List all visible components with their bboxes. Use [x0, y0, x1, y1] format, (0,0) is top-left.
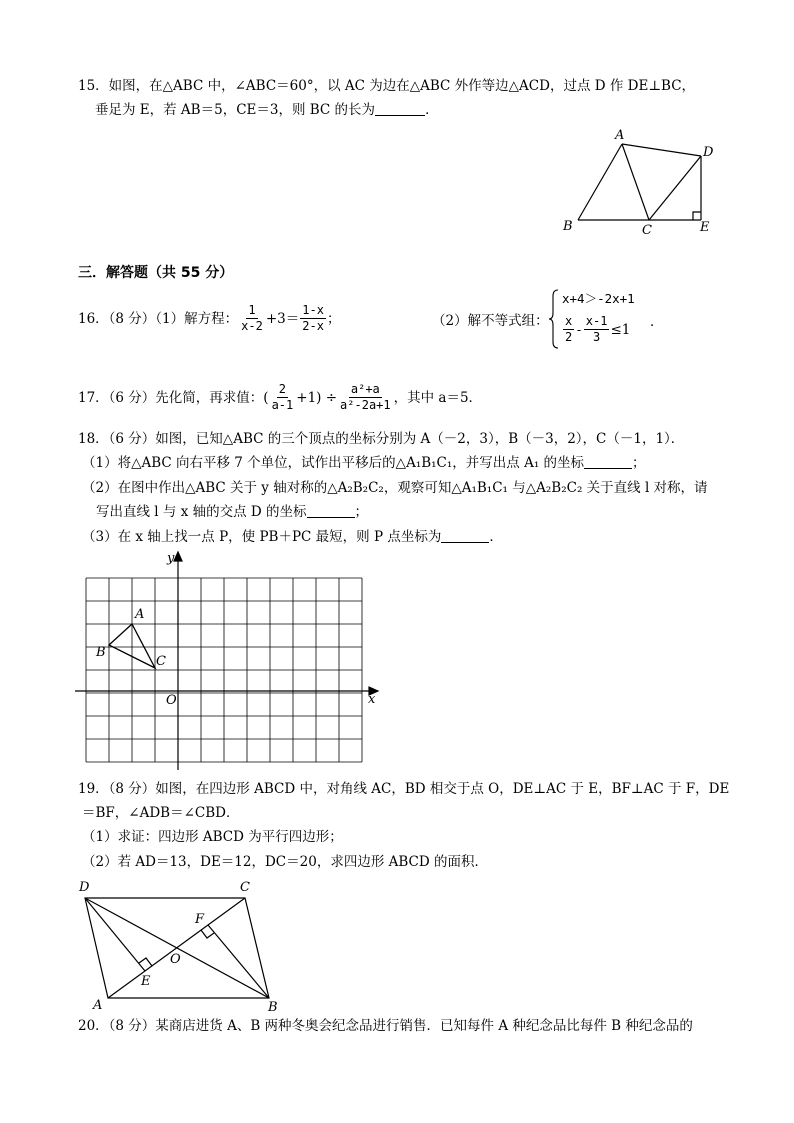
q17-f2-num: a²+a	[350, 382, 380, 396]
q18-label-x: x	[368, 692, 376, 707]
q19-part1: （1）求证：四边形 ABCD 为平行四边形；	[82, 829, 343, 845]
q16-inequality-1: x+4＞-2x+1	[562, 291, 635, 306]
q18-part2-end: ；	[354, 504, 369, 520]
q17-plus1: +1) ÷	[296, 389, 338, 406]
q18-y-axis-arrow	[174, 552, 182, 561]
q19-right-angle-f	[201, 930, 214, 938]
q18-part1-text: （1）将△ABC 向右平移 7 个单位，试作出平移后的△A₁B₁C₁，并写出点 A₁ 的坐标	[82, 455, 585, 471]
q16-plus3: +3＝	[265, 310, 300, 327]
q15-seg-cd	[649, 156, 701, 220]
q16-prefix: 16．（8 分）（1）解方程：	[78, 310, 239, 327]
q19-right-angle-e	[139, 958, 152, 966]
q16-part1	[78, 303, 340, 334]
section3-title: 三．解答题（共 55 分）	[78, 265, 234, 281]
q20-line1: 20．（8 分）某商店进货 A、B 两种冬奥会纪念品进行销售．已知每件 A 种纪念品比每件 B 种纪念品的	[78, 1018, 693, 1034]
q15-label-b: B	[563, 219, 573, 234]
q19-label-c: C	[240, 880, 250, 895]
q18-part3-blank	[441, 528, 489, 543]
q16-fraction-2	[300, 303, 326, 334]
q19-label-o: O	[170, 952, 181, 967]
q16-ineq2-fraction-2	[584, 314, 610, 345]
q19-line1: 19．（8 分）如图，在四边形 ABCD 中，对角线 AC，BD 相交于点 O，DE⊥AC 于 E，BF⊥AC 于 F，DE	[78, 781, 730, 797]
q19-label-b: B	[268, 1000, 278, 1015]
q18-part3	[82, 528, 503, 546]
q16-inequality-2	[562, 314, 630, 345]
q16-ineq2-fraction-1	[563, 314, 574, 345]
q15-label-e: E	[700, 220, 710, 235]
q16-ineq2-f1-num: x	[565, 314, 573, 328]
q19-diagonal-bd	[85, 898, 269, 998]
q16-f2-den: 2-x	[302, 319, 324, 333]
q17-fraction-1	[270, 382, 296, 413]
q15-line2-text: 垂足为 E，若 AB＝5，CE＝3，则 BC 的长为	[95, 102, 376, 118]
q16-ineq2-f1-den: 2	[565, 330, 573, 344]
q15-seg-ac	[622, 144, 649, 220]
q19-label-e: E	[141, 974, 151, 989]
q17-f1-den: a-1	[271, 398, 294, 412]
q15-answer-blank	[375, 101, 425, 116]
q18-part1	[82, 454, 646, 472]
q15-line2-end: ．	[425, 102, 439, 118]
q18-part3-end: ．	[489, 529, 503, 545]
q17-prefix: 17．（6 分）先化简，再求值：(	[78, 389, 269, 406]
q15-label-a: A	[615, 128, 625, 143]
q19-label-a: A	[93, 998, 103, 1013]
q17-fraction-2	[338, 382, 393, 413]
q15-line1: 15．如图，在△ABC 中，∠ABC＝60°，以 AC 为边在△ABC 外作等边△ACD，过点 D 作 DE⊥BC，	[78, 78, 696, 94]
q18-part2-blank	[307, 503, 355, 518]
q15-line2	[95, 101, 439, 119]
q16-minus: -	[575, 321, 583, 337]
q18-part2-line1: （2）在图中作出△ABC 关于 y 轴对称的△A₂B₂C₂，观察可知△A₁B₁C₁ 与△A₂B₂C₂ 关于直线 l 对称，请	[82, 480, 708, 496]
q15-right-angle-mark	[693, 212, 701, 220]
q16-part2-label: （2）解不等式组：	[432, 313, 549, 329]
q16-fraction-1	[239, 303, 265, 334]
q17-f2-den: a²-2a+1	[340, 398, 391, 412]
q18-label-b: B	[96, 645, 106, 660]
q15-label-d: D	[703, 145, 714, 160]
q15-seg-ab	[578, 144, 622, 220]
q16-f1-num: 1	[248, 303, 256, 317]
q16-semicolon: ；	[326, 310, 341, 327]
q16-f1-den: x-2	[241, 319, 263, 333]
q19-line2: ＝BF，∠ADB＝∠CBD．	[82, 805, 240, 821]
q18-label-a: A	[135, 607, 145, 622]
q18-label-o: O	[166, 693, 177, 708]
q16-f2-num: 1-x	[302, 303, 324, 317]
q18-label-c: C	[156, 654, 166, 669]
q18-coordinate-grid	[70, 548, 390, 774]
q18-part3-text: （3）在 x 轴上找一点 P，使 PB＋PC 最短，则 P 点坐标为	[82, 529, 442, 545]
q17-suffix: ，其中 a＝5．	[393, 389, 483, 406]
q18-label-y: y	[167, 551, 175, 566]
q16-le1: ≤1	[610, 321, 631, 338]
q15-figure	[555, 125, 730, 237]
q18-line1: 18．（6 分）如图，已知△ABC 的三个顶点的坐标分别为 A（－2，3），B（－3，2），C（－1，1）．	[78, 431, 685, 447]
q16-end: ．	[650, 314, 664, 330]
q19-part2: （2）若 AD＝13，DE＝12，DC＝20，求四边形 ABCD 的面积．	[82, 854, 488, 870]
q15-label-c: C	[642, 223, 652, 237]
q17-f1-num: 2	[278, 382, 287, 396]
q18-part2-text: 写出直线 l 与 x 轴的交点 D 的坐标	[96, 504, 307, 520]
q19-label-f: F	[195, 912, 205, 927]
q18-part1-blank	[584, 454, 632, 469]
q19-label-d: D	[79, 880, 90, 895]
q15-seg-ad	[622, 144, 701, 156]
q17-line	[78, 382, 482, 413]
q16-ineq2-f2-num: x-1	[585, 314, 608, 328]
q16-brace	[548, 288, 560, 350]
q19-figure	[75, 875, 290, 1015]
q16-ineq2-f2-den: 3	[592, 330, 601, 344]
q18-part1-end: ；	[632, 455, 646, 471]
q18-part2-line2	[96, 503, 368, 521]
